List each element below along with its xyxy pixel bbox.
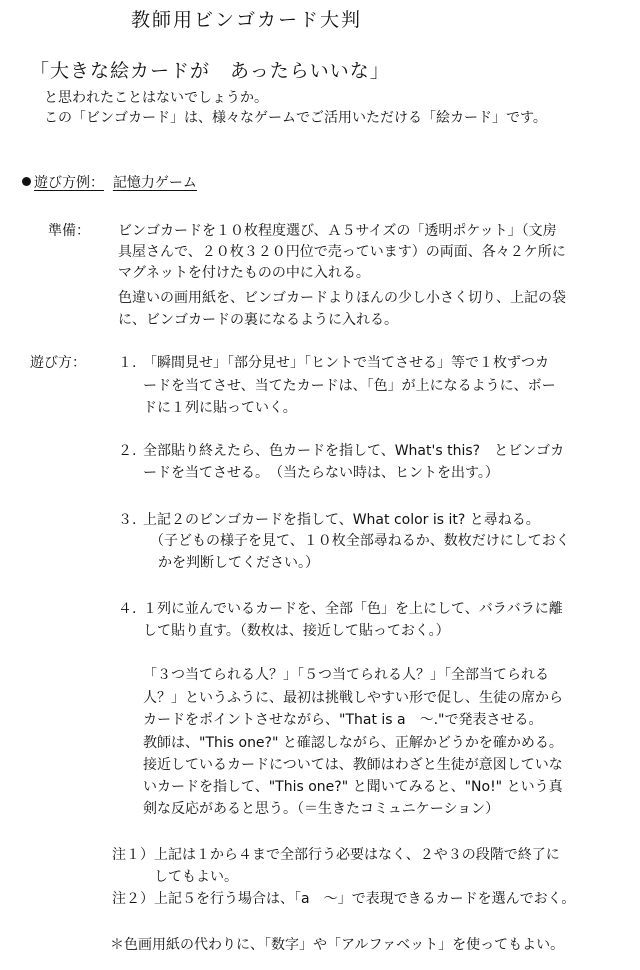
prep-label: 準備： xyxy=(48,223,90,239)
step-5-line: 教師は、"This one?" と確認しながら、正解かどうかを確かめる。 xyxy=(143,735,563,751)
step-3-line: かを判断してください。） xyxy=(158,555,319,571)
intro-quote: 「大きな絵カードが あったらいいな」 xyxy=(30,60,390,82)
section-heading xyxy=(22,173,197,193)
prep-line: ビンゴカードを１０枚程度選び、Ａ５サイズの「透明ポケット」（文房 xyxy=(118,223,557,239)
step-5-line: 人？」というふうに、最初は挑戦しやすい形で促し、生徒の席から xyxy=(143,690,563,706)
step-3-line: （子どもの様子を見て、１０枚全部尋ねるか、数枚だけにしておく xyxy=(150,533,570,549)
step-5-line: 接近しているカードについては、教師はわざと生徒が意図していな xyxy=(143,757,563,773)
step-5-line: 剣な反応があると思う。（＝生きたコミュニケーション） xyxy=(143,801,500,817)
step-5-line: 「３つ当てられる人？」「５つ当てられる人？」「全部当てられる xyxy=(143,667,549,683)
howto-label: 遊び方： xyxy=(30,355,86,371)
note-line: 注１）上記は１から４まで全部行う必要はなく、２や３の段階で終了に xyxy=(112,847,560,863)
step-4-line: １列に並んでいるカードを、全部「色」を上にして、バラバラに離 xyxy=(143,601,563,617)
step-3-number: ３. xyxy=(118,512,137,528)
note-line: 注２）上記５を行う場合は、「a ～」で表現できるカードを選んでおく。 xyxy=(112,891,576,907)
step-5-line: カードをポイントさせながら、"That is a ～."で発表させる。 xyxy=(143,712,543,728)
prep-line: マグネットを付けたものの中に入れる。 xyxy=(118,265,370,281)
prep-line: 色違いの画用紙を、ビンゴカードよりほんの少し小さく切り、上記の袋 xyxy=(118,290,566,306)
step-4-line: して貼り直す。（数枚は、接近して貼っておく。） xyxy=(143,623,450,639)
step-1-line: 「瞬間見せ」「部分見せ」「ヒントで当てさせる」等で１枚ずつカ xyxy=(143,355,549,371)
section-prefix: 遊び方例： xyxy=(34,175,104,191)
prep-line: 具屋さんで、２０枚３２０円位で売っています）の両面、各々２ケ所に xyxy=(118,244,566,260)
step-2-line: ードを当てさせる。 （当たらない時は、ヒントを出す。） xyxy=(143,465,499,481)
section-name: 記憶力ゲーム xyxy=(112,175,197,191)
footer-note: ＊色画用紙の代わりに、「数字」や「アルファベット」を使ってもよい。 xyxy=(110,937,565,953)
step-1-number: １. xyxy=(118,355,137,371)
step-2-number: ２. xyxy=(118,443,137,459)
intro-line-2: この「ビンゴカード」は、様々なゲームでご活用いただける「絵カード」です。 xyxy=(44,110,547,126)
step-4-number: ４. xyxy=(118,601,137,617)
bullet-icon xyxy=(22,177,31,186)
note-line: してもよい。 xyxy=(112,869,238,885)
step-1-line: ードを当てさせ、当てたカードは、「色」が上になるように、ボー xyxy=(143,378,556,394)
step-2-line: 全部貼り終えたら、色カードを指して、What's this? とビンゴカ xyxy=(143,443,565,459)
step-1-line: ドに１列に貼っていく。 xyxy=(143,400,297,416)
step-3-line: 上記２のビンゴカードを指して、What color is it? と尋ねる。 xyxy=(143,512,540,528)
prep-line: に、ビンゴカードの裏になるように入れる。 xyxy=(118,312,398,328)
step-5-line: いカードを指して、"This one?" と聞いてみると、"No!" という真 xyxy=(143,779,563,795)
page-title: 教師用ビンゴカード大判 xyxy=(131,9,363,31)
intro-line-1: と思われたことはないでしょうか。 xyxy=(44,90,268,106)
